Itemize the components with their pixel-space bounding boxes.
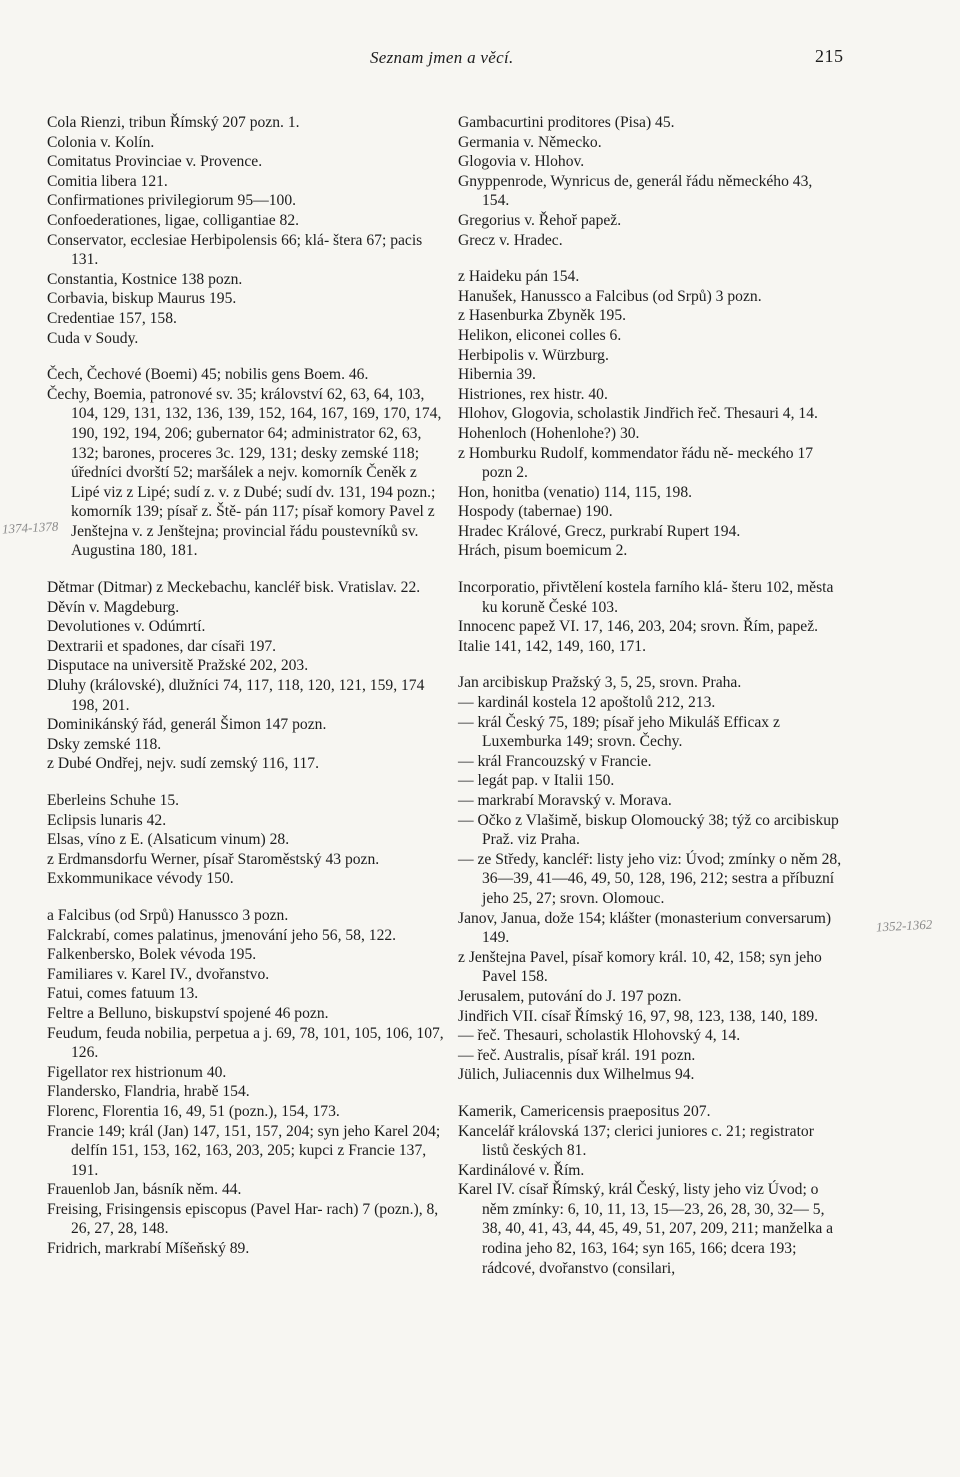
- section-gap: [47, 561, 447, 578]
- section-gap: [458, 250, 843, 267]
- index-entry: Elsas, víno z E. (Alsaticum vinum) 28.: [47, 831, 290, 849]
- index-entry: Hon, honitba (venatio) 114, 115, 198.: [458, 483, 693, 501]
- index-column-right: [458, 113, 843, 1278]
- index-entry: Innocenc papež VI. 17, 146, 203, 204; srovn. Řím, papež.: [458, 618, 819, 636]
- index-entry: z Homburku Rudolf, kommendator řádu ně- meckého 17 pozn 2.: [458, 444, 814, 482]
- section-gap: [47, 889, 447, 906]
- index-entry: Frauenlob Jan, básník něm. 44.: [47, 1181, 242, 1199]
- index-entry: z Dubé Ondřej, nejv. sudí zemský 116, 117.: [47, 755, 319, 773]
- index-entry: Confirmationes privilegiorum 95—100.: [47, 192, 297, 210]
- index-entry: Hradec Králové, Grecz, purkrabí Rupert 194.: [458, 522, 741, 540]
- section-gap: [47, 348, 447, 365]
- index-entry: Hanušek, Hanussco a Falcibus (od Srpů) 3 pozn.: [458, 287, 762, 305]
- index-entry: Freising, Frisingensis episcopus (Pavel Har- rach) 7 (pozn.), 8, 26, 27, 28, 148.: [47, 1200, 439, 1238]
- index-entry: Germania v. Německo.: [458, 133, 602, 151]
- index-entry: Conservator, ecclesiae Herbipolensis 66; klá- štera 67; pacis 131.: [47, 231, 423, 269]
- index-entry: Feltre a Belluno, biskupství spojené 46 pozn.: [47, 1004, 329, 1022]
- section-gap: [47, 774, 447, 791]
- index-entry: Gnyppenrode, Wynricus de, generál řádu německého 43, 154.: [458, 172, 813, 210]
- index-entry: Hospody (tabernae) 190.: [458, 503, 613, 521]
- index-entry: Credentiae 157, 158.: [47, 309, 177, 327]
- index-entry: Karel IV. císař Římský, král Český, listy jeho viz Úvod; o něm zmínky: 6, 10, 11, 13, 15—23, 26, 28, 30, 32— 5, 38, 40, 41, 43, 44, 45, 49, 51, 207, 209, 211; manželka a rodina jeho 82, 163, 164; syn 165, 166; dcera 193; rádcové, dvořanstvo (consilari,: [458, 1181, 834, 1277]
- margin-note-left: 1374-1378: [1, 518, 59, 537]
- index-entry: Děvín v. Magdeburg.: [47, 598, 180, 616]
- index-entry: Eclipsis lunaris 42.: [47, 811, 167, 829]
- index-entry: z Jenštejna Pavel, písař komory král. 10, 42, 158; syn jeho Pavel 158.: [458, 948, 822, 986]
- index-entry: Eberleins Schuhe 15.: [47, 792, 180, 809]
- section-gap: [458, 656, 843, 673]
- index-entry: Jan arcibiskup Pražský 3, 5, 25, srovn. Praha.: [458, 674, 742, 692]
- index-entry: Glogovia v. Hlohov.: [458, 153, 585, 171]
- index-entry: Hrách, pisum boemicum 2.: [458, 542, 628, 560]
- index-entry: Dominikánský řád, generál Šimon 147 pozn.: [47, 716, 327, 734]
- index-entry: Janov, Janua, dože 154; klášter (monasterium conversarum) 149.: [458, 909, 832, 947]
- index-entry: Helikon, eliconei colles 6.: [458, 326, 622, 344]
- index-entry: Dluhy (královské), dlužníci 74, 117, 118, 120, 121, 159, 174 198, 201.: [47, 677, 425, 714]
- index-entry: Gambacurtini proditores (Pisa) 45.: [458, 114, 675, 131]
- index-entry: Feudum, feuda nobilia, perpetua a j. 69, 78, 101, 105, 106, 107, 126.: [47, 1024, 444, 1062]
- section-gap: [458, 1085, 843, 1102]
- index-entry: Kardinálové v. Řím.: [458, 1161, 585, 1179]
- index-entry: Cola Rienzi, tribun Římský 207 pozn. 1.: [47, 114, 300, 131]
- margin-note-right: 1352-1362: [875, 916, 933, 935]
- index-entry: Čechy, Boemia, patronové sv. 35; království 62, 63, 64, 103, 104, 129, 131, 132, 136, 139, 152, 164, 167, 169, 170, 174, 190, 192, 194, 206; gubernator 64; administrator 62, 63, 132; barones, proceres 3c. 129, 131; desky zemské 118; úředníci dvorští 52; maršálek a nejv. komorník Čeněk z Lipé viz z Lipé; sudí z. v. z Dubé; sudí dv. 131, 194 pozn.; komorník 139; písař z. Ště- pán 117; písař komory Pavel z Jenštejna v. z Jenštejna; provincial řádu poustevníků sv. Augustina 180, 181.: [47, 385, 442, 560]
- index-entry: z Erdmansdorfu Werner, písař Staroměstský 43 pozn.: [47, 850, 380, 868]
- index-entry: — řeč. Australis, písař král. 191 pozn.: [458, 1046, 696, 1064]
- index-entry: Hibernia 39.: [458, 366, 536, 384]
- section-gap: [458, 561, 843, 578]
- index-entry: Dsky zemské 118.: [47, 735, 162, 753]
- index-entry: Fatui, comes fatuum 13.: [47, 985, 199, 1003]
- index-entry: Flandersko, Flandria, hrabě 154.: [47, 1083, 250, 1101]
- index-entry: Fridrich, markrabí Míšeňský 89.: [47, 1240, 250, 1258]
- index-entry: Dextrarii et spadones, dar císaři 197.: [47, 637, 277, 655]
- index-entry: Colonia v. Kolín.: [47, 133, 155, 151]
- index-entry: — markrabí Moravský v. Morava.: [458, 792, 672, 809]
- index-entry: Čech, Čechové (Boemi) 45; nobilis gens Boem. 46.: [47, 366, 369, 384]
- index-entry: a Falcibus (od Srpů) Hanussco 3 pozn.: [47, 906, 289, 924]
- index-entry: Histriones, rex histr. 40.: [458, 385, 608, 403]
- index-entry: Grecz v. Hradec.: [458, 231, 563, 249]
- index-entry: — kardinál kostela 12 apoštolů 212, 213.: [458, 694, 716, 712]
- index-entry: Jerusalem, putování do J. 197 pozn.: [458, 987, 682, 1005]
- index-entry: Italie 141, 142, 149, 160, 171.: [458, 637, 646, 655]
- index-entry: Francie 149; král (Jan) 147, 151, 157, 204; syn jeho Karel 204; delfín 151, 153, 162, 163, 203, 205; kupci z Francie 137, 191.: [47, 1122, 441, 1179]
- index-entry: Familiares v. Karel IV., dvořanstvo.: [47, 965, 270, 983]
- index-entry: Gregorius v. Řehoř papež.: [458, 211, 622, 229]
- index-entry: Herbipolis v. Würzburg.: [458, 346, 609, 364]
- index-entry: z Hasenburka Zbyněk 195.: [458, 307, 627, 325]
- index-entry: Figellator rex histrionum 40.: [47, 1063, 227, 1081]
- index-entry: Devolutiones v. Odúmrtí.: [47, 618, 206, 636]
- index-entry: Hlohov, Glogovia, scholastik Jindřich řeč. Thesauri 4, 14.: [458, 405, 818, 423]
- index-entry: — legát pap. v Italii 150.: [458, 772, 615, 790]
- index-entry: — král Český 75, 189; písař jeho Mikuláš Efficax z Luxemburka 149; srovn. Čechy.: [458, 713, 780, 751]
- index-entry: Falckrabí, comes palatinus, jmenování jeho 56, 58, 122.: [47, 926, 397, 944]
- index-entry: Comitia libera 121.: [47, 172, 168, 190]
- index-entry: Jindřich VII. císař Římský 16, 97, 98, 123, 138, 140, 189.: [458, 1007, 819, 1025]
- index-entry: Hohenloch (Hohenlohe?) 30.: [458, 424, 640, 442]
- index-entry: Confoederationes, ligae, colligantiae 82.: [47, 211, 300, 229]
- index-entry: Cuda v Soudy.: [47, 329, 139, 347]
- index-entry: — Očko z Vlašimě, biskup Olomoucký 38; týž co arcibiskup Praž. viz Praha.: [458, 811, 839, 849]
- running-title: Seznam jmen a věcí.: [370, 48, 514, 67]
- index-column-left: [47, 113, 447, 1259]
- index-entry: Incorporatio, přivtělení kostela farního klá- šteru 102, města ku koruně České 103.: [458, 579, 834, 616]
- index-entry: Comitatus Provinciae v. Provence.: [47, 153, 263, 171]
- index-entry: Dětmar (Ditmar) z Meckebachu, kancléř bisk. Vratislav. 22.: [47, 579, 421, 597]
- index-entry: Kamerik, Camericensis praepositus 207.: [458, 1102, 711, 1120]
- index-entry: — král Francouzský v Francie.: [458, 752, 652, 770]
- page-number: 215: [815, 46, 844, 66]
- index-entry: — řeč. Thesauri, scholastik Hlohovský 4, 14.: [458, 1027, 741, 1045]
- index-entry: z Haideku pán 154.: [458, 268, 580, 286]
- index-entry: Exkommunikace vévody 150.: [47, 870, 234, 888]
- index-entry: Kancelář královská 137; clerici juniores c. 21; registrator listů českých 81.: [458, 1122, 814, 1160]
- index-entry: — ze Středy, kancléř: listy jeho viz: Úvod; zmínky o něm 28, 36—39, 41—46, 49, 50, 128, 196, 212; sestra a příbuzní jeho 25, 27; srovn. Olomouc.: [458, 850, 842, 907]
- index-entry: Constantia, Kostnice 138 pozn.: [47, 270, 243, 288]
- index-entry: Corbavia, biskup Maurus 195.: [47, 290, 237, 308]
- index-entry: Jülich, Juliacennis dux Wilhelmus 94.: [458, 1066, 695, 1084]
- index-entry: Florenc, Florentia 16, 49, 51 (pozn.), 154, 173.: [47, 1102, 340, 1120]
- index-entry: Disputace na universitě Pražské 202, 203.: [47, 657, 309, 675]
- index-entry: Falkenbersko, Bolek vévoda 195.: [47, 946, 257, 964]
